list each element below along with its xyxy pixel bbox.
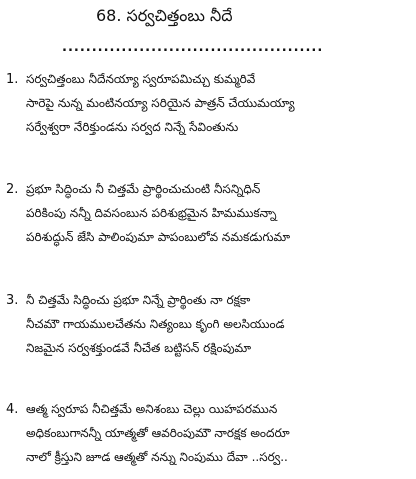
- song-title: 68. సర్వచిత్తంబు నీదే: [96, 6, 233, 25]
- verse-line: నాలో క్రీస్తుని జూడ ఆత్మతో నన్ను నింపుము దేవా ..సర్వ..: [26, 450, 288, 464]
- verse-line: పరికింపు నన్నీ దివసంబున పరిశుభ్రమైన హిమముకన్నా: [26, 206, 277, 220]
- verse-line: సర్వేశ్వరా నేరిక్తుండను సర్వద నిన్నే సేవింతును: [26, 120, 239, 134]
- verse-line: అధికంబుగానన్నీ యాత్మతో ఆవరింపుమౌ నారక్షక అందరూ: [26, 426, 290, 440]
- verse-number: 2.: [6, 182, 19, 197]
- verse-number: 4.: [6, 402, 19, 417]
- verse-line: సర్వచిత్తంబు నీదేనయ్యా స్వరూపమిచ్చు కుమ్మరివే: [26, 72, 256, 86]
- verse-line: ప్రభూ సిద్ధించు నీ చిత్తమే ప్రార్థించుచుంటి నీసన్నిధిన్: [26, 182, 261, 196]
- verse-line: ఆత్మ స్వరూప నీచిత్తమే అనిశంబు చెల్లు యిహపరమున: [26, 402, 278, 416]
- verse-line: సారెపై నున్న మంటినయ్యా సరియైన పాత్రన్ చేయుమయ్యా: [26, 96, 295, 110]
- verse-line: నీచమౌ గాయములచేతను నిత్యంబు కృంగి అలసియుండ: [26, 317, 285, 331]
- title-divider: ............................................: [62, 40, 324, 55]
- verse-line: పరిశుద్ధున్ జేసి పాలింపుమా పాపంబులోవ నమకడుగుమా: [26, 230, 291, 244]
- verse-number: 1.: [6, 72, 19, 87]
- verse-line: నిజమైన సర్వశక్తుండవే నీచేత బట్టిసన్ రక్షింపుమా: [26, 341, 252, 355]
- verse-line: నీ చిత్తమే సిద్ధించు ప్రభూ నిన్నే ప్రార్థింతు నా రక్షకా: [26, 293, 251, 307]
- verse-number: 3.: [6, 293, 19, 308]
